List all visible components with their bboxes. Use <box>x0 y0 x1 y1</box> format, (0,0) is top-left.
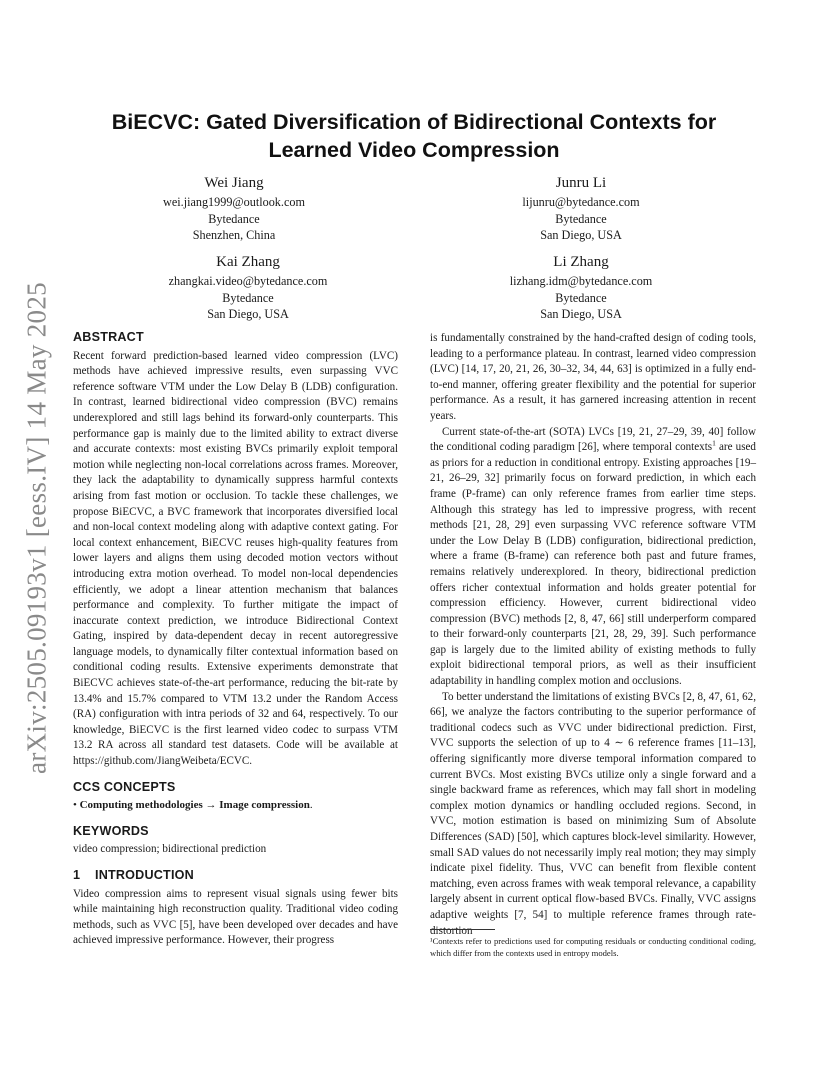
ccs-subconcept: Image compression <box>219 799 310 812</box>
ccs-period: . <box>309 799 313 812</box>
author-block-li-zhang <box>441 253 721 323</box>
footnote-divider <box>430 929 495 930</box>
introduction-paragraph-3 <box>430 425 756 690</box>
paper-title <box>72 108 756 164</box>
author-email: zhangkai.video@bytedance.com <box>168 274 328 288</box>
ccs-bullet: • <box>73 799 80 812</box>
abstract-heading: ABSTRACT <box>73 330 144 344</box>
author-name: Li Zhang <box>553 254 609 270</box>
author-affiliation: Bytedance <box>555 211 607 226</box>
paper-title-line-2: Learned Video Compression <box>268 138 560 162</box>
arxiv-identifier-stamp <box>14 278 60 778</box>
author-email: wei.jiang1999@outlook.com <box>163 195 305 209</box>
author-affiliation: Bytedance <box>208 211 260 226</box>
ccs-concepts-heading: CCS CONCEPTS <box>73 779 176 794</box>
footnote-text: ¹Contexts refer to predictions used for computing residuals or conducting conditional coding, which differ from the contexts used in entropy models. <box>430 936 756 958</box>
right-column <box>430 331 756 939</box>
author-location: San Diego, USA <box>540 228 622 242</box>
author-location: Shenzhen, China <box>192 228 276 242</box>
ccs-arrow: → <box>202 799 220 812</box>
author-affiliation: Bytedance <box>222 290 274 305</box>
abstract-text: Recent forward prediction-based learned video compression (LVC) methods have achieved impressive results, even surpassing VVC reference software VTM under the Low Delay B (LDB) configuration. In contrast, learned bidirectional video compression (BVC) remains underexplored and still lags behind its forward-only counterparts. This performance gap is mainly due to the limited ability to extract diverse and accurate contexts: most existing BVCs primarily exploit temporal motion while neglecting non-local correlations across frames. Moreover, they lack the adaptability to dynamically suppress harmful contexts arising from fast motion or occlusion. To tackle these challenges, we propose BiECVC, a BVC framework that incorporates diversified local and non-local context modeling along with adaptive context gating. For local context enhancement, BiECVC reuses high-quality features from lower layers and aligns them using decoded motion vectors without introducing extra motion overhead. To model non-local dependencies efficiently, we adopt a linear attention mechanism that balances performance and complexity. To further mitigate the impact of inaccurate context prediction, we introduce Bidirectional Context Gating, inspired by data-dependent decay in recent autoregressive language models, to dynamically filter contextual information based on conditional coding results. Extensive experiments demonstrate that BiECVC achieves state-of-the-art performance, reducing the bit-rate by 13.4% and 15.7% compared to VTM 13.2 under the Random Access (RA) configuration with intra periods of 32 and 64, respectively. To our knowledge, BiECVC is the first learned video codec to surpass VTM 13.2 RA across all standard test datasets. Code will be available at https://github.com/JiangWeibeta/ECVC. <box>73 349 398 768</box>
author-name: Kai Zhang <box>216 254 280 270</box>
author-block-wei-jiang <box>94 174 374 244</box>
keywords-text: video compression; bidirectional prediction <box>73 843 267 856</box>
ccs-concept: Computing methodologies <box>79 799 203 812</box>
introduction-paragraph-1: Video compression aims to represent visual signals using fewer bits while maintaining high reconstruction quality. Traditional video coding methods, such as VVC [5], have been developed over decades and have achieved impressive performance. However, their progress <box>73 887 398 947</box>
introduction-paragraph-2: is fundamentally constrained by the hand-crafted design of coding tools, leading to a performance plateau. In contrast, learned video compression (LVC) [14, 17, 20, 21, 26, 30–32, 34, 44, 63] is optimized in a fully end-to-end manner, offering greater flexibility and the potential for superior performance. As a result, it has garnered increasing attention in recent years. <box>430 332 756 422</box>
author-email: lizhang.idm@bytedance.com <box>509 274 653 288</box>
author-location: San Diego, USA <box>207 307 289 321</box>
paragraph-3-text-b: are used as priors for a reduction in conditional entropy. Existing approaches [19–21, 26–29, 32] primarily focus on forward prediction, in which each frame (P-frame) can only reference frames from earlier time steps. Although this strategy has led to impressive progress, with recent methods [21, 28, 29] even surpassing VVC reference software VTM under the Low Delay B (LDB) configuration, bidirectional prediction, where a frame (B-frame) can reference both past and future frames, remains relatively underexplored. In theory, bidirectional prediction offers richer contextual information and holds greater potential for compression efficiency. However, current bidirectional video compression (BVC) methods [2, 8, 47, 66] still underperform compared to their forward-only counterparts [21, 28, 29, 39]. Such performance gap is largely due to the limited ability of existing methods to fully exploit bidirectional temporal priors, as well as their insufficient adaptability in handling complex motion and occlusions. <box>430 441 756 688</box>
introduction-heading: 1 INTRODUCTION <box>73 868 194 882</box>
ccs-concepts-entry <box>73 798 398 814</box>
left-column <box>73 330 398 949</box>
author-affiliation: Bytedance <box>555 290 607 305</box>
keywords-heading: KEYWORDS <box>73 823 149 838</box>
author-location: San Diego, USA <box>540 307 622 321</box>
author-block-junru-li <box>441 174 721 244</box>
footnote-marker[interactable]: 1 <box>712 438 716 448</box>
paper-title-line-1: BiECVC: Gated Diversification of Bidirectional Contexts for <box>111 110 717 134</box>
introduction-paragraph-4: To better understand the limitations of existing BVCs [2, 8, 47, 61, 62, 66], we analyze the factors contributing to the superior performance of traditional codecs such as VVC under bidirectional prediction. First, VVC supports the selection of up to 4 ∼ 6 reference frames [11–13], offering significantly more diverse temporal information compared to current BVCs. Most existing BVCs utilize only a single forward and a single backward frame as references, which may fall short in modeling complex motion dynamics or handling occluded regions. Second, in VVC, motion estimation is based on minimizing Sum of Absolute Differences (SAD) [50], which captures block-level similarity. However, small SAD values do not necessarily imply real motion; they may simply indicate pixel fidelity. Thus, VVC can benefit from flexible content matching, even across frames with weak temporal relevance, a capability largely absent in current optical flow-based BVCs. Finally, VVC assigns adaptive weights [7, 54] to multiple reference frames through rate-distortion <box>430 690 756 937</box>
arxiv-identifier-text: arXiv:2505.09193v1 [eess.IV] 14 May 2025 <box>21 282 52 774</box>
paragraph-3-text-a: Current state-of-the-art (SOTA) LVCs [19, 21, 27–29, 39, 40] follow the conditional coding paradigm [26], where temporal contexts <box>430 425 756 454</box>
author-block-kai-zhang <box>108 253 388 323</box>
author-name: Junru Li <box>555 175 607 191</box>
author-name: Wei Jiang <box>204 175 264 191</box>
author-email: lijunru@bytedance.com <box>522 195 640 209</box>
